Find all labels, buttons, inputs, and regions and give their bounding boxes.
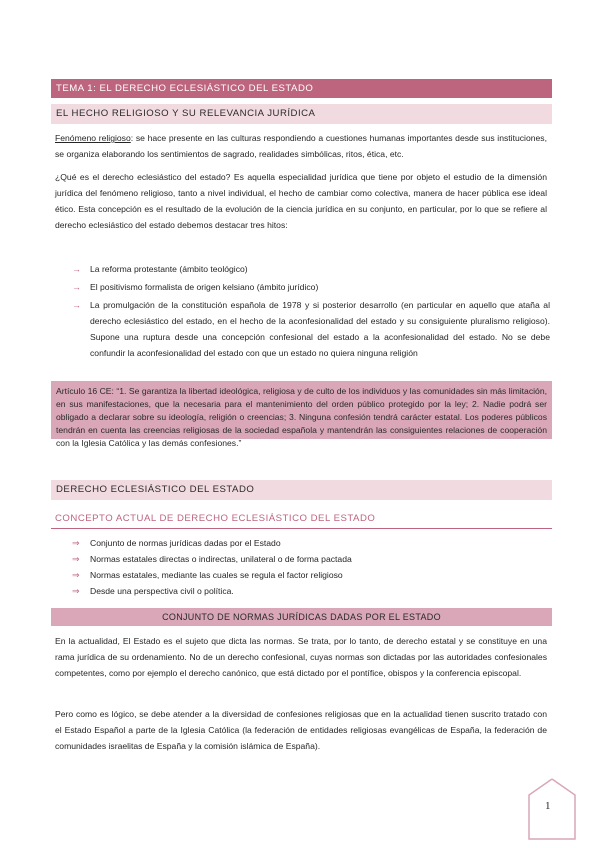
- double-arrow-icon: ⇒: [72, 586, 80, 596]
- list-item: → La reforma protestante (ámbito teológico): [72, 261, 550, 277]
- hitos-list: [72, 261, 550, 363]
- list-item: ⇒ Normas estatales directas o indirectas, unilateral o de forma pactada: [72, 551, 550, 567]
- list-item: → La promulgación de la constitución española de 1978 y si posterior desarrollo (en particular en aquello que ataña al derecho eclesiástico del estado, en el hecho de la aconfesionalidad del estado y su consiguiente pluralismo religioso). Supone una ruptura desde una concepción confesional del estado a la aconfesionalidad del estado. No se debe confundir la aconfesionalidad del estado con que un estado no quiera ninguna religión: [72, 297, 550, 361]
- paragraph-diversidad: Pero como es lógico, se debe atender a la diversidad de confesiones religiosas que en la actualidad tienen suscrito tratado con el Estado Español a parte de la Iglesia Católica (la federación de entidades religiosas evangélicas de España, la federación de comunidades israelitas de España y la comisión islámica de España).: [55, 709, 547, 751]
- arrow-icon: →: [72, 300, 81, 310]
- double-arrow-icon: ⇒: [72, 538, 80, 548]
- concept-list: [72, 535, 550, 599]
- section-heading-hecho-religioso: EL HECHO RELIGIOSO Y SU RELEVANCIA JURÍDICA: [51, 104, 552, 124]
- section-heading-derecho-eclesiastico: DERECHO ECLESIÁSTICO DEL ESTADO: [51, 480, 552, 500]
- arrow-icon: →: [72, 282, 81, 292]
- definition-text: : se hace presente en las culturas respondiendo a cuestiones humanas importantes desde sus instituciones, se organiza elaborando los sentimientos de sagrado, realidades simbólicas, ritos, ética, etc.: [55, 133, 547, 159]
- double-arrow-icon: ⇒: [72, 554, 80, 564]
- list-item: ⇒ Desde una perspectiva civil o política.: [72, 583, 550, 599]
- chevron-badge-icon: [528, 778, 576, 840]
- paragraph-definicion: ¿Qué es el derecho eclesiástico del estado? Es aquella especialidad jurídica que tiene por objeto el estudio de la dimensión jurídica del fenómeno religioso, tanto a nivel individual, el hecho de cambiar como colectiva, manera de hacer pública ese ideal ético. Esta concepción es el resultado de la evolución de la ciencia jurídica en su conjunto, en particular, por lo que se refiere al derecho eclesiástico del estado debemos destacar tres hitos:: [55, 172, 547, 230]
- page-number-badge: [528, 778, 576, 840]
- list-item: ⇒ Normas estatales, mediante las cuales se regula el factor religioso: [72, 567, 550, 583]
- divider: [51, 528, 552, 529]
- list-item: → El positivismo formalista de origen kelsiano (ámbito jurídico): [72, 279, 550, 295]
- subheading-concepto-actual: CONCEPTO ACTUAL DE DERECHO ECLESIÁSTICO DEL ESTADO: [55, 513, 376, 524]
- paragraph-actualidad: En la actualidad, El Estado es el sujeto que dicta las normas. Se trata, por lo tanto, de derecho estatal y se constituye en una rama jurídica de su ordenamiento. No de un derecho confesional, cuyas normas son dictadas por las autoridades confesionales competentes, como por ejemplo el derecho canónico, que está dictado por el pontífice, obispos y la conferencia episcopal.: [55, 636, 547, 678]
- term-fenomeno-religioso: Fenómeno religioso: [55, 133, 131, 143]
- articulo-16-quote: Artículo 16 CE: “1. Se garantiza la libertad ideológica, religiosa y de culto de los individuos y las comunidades sin más limitación, en sus manifestaciones, que la necesaria para el mantenimiento del orden público protegido por la ley; 2. Nadie podrá ser obligado a declarar sobre su ideología, religión o creencias; 3. Ninguna confesión tendrá carácter estatal. Los poderes públicos tendrán en cuenta las creencias religiosas de la sociedad española y mantendrán las consiguientes relaciones de cooperación con la Iglesia Católica y las demás confesiones.”: [51, 381, 552, 439]
- list-item: ⇒ Conjunto de normas jurídicas dadas por el Estado: [72, 535, 550, 551]
- band-conjunto-normas: CONJUNTO DE NORMAS JURÍDICAS DADAS POR EL ESTADO: [51, 608, 552, 626]
- paragraph-fenomeno-religioso: [55, 130, 547, 162]
- page-number: 1: [545, 800, 551, 812]
- chapter-title: TEMA 1: EL DERECHO ECLESIÁSTICO DEL ESTADO: [51, 79, 552, 98]
- arrow-icon: →: [72, 264, 81, 274]
- double-arrow-icon: ⇒: [72, 570, 80, 580]
